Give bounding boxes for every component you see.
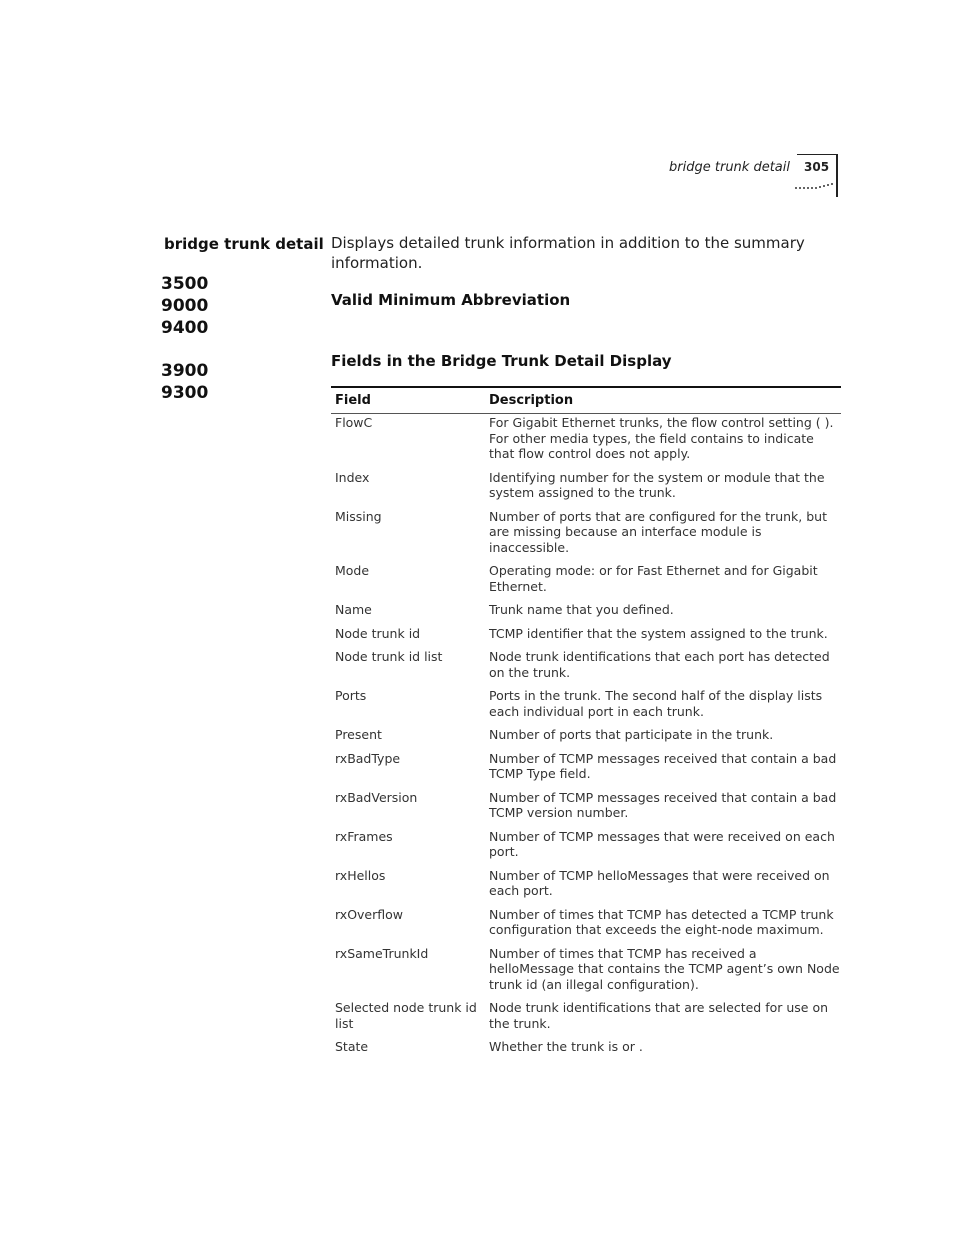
table-row: [331, 1039, 841, 1055]
fields-table: [331, 386, 841, 1063]
field-description-cell: Number of ports that are configured for the trunk, but are missing because an interface module is inaccessible.: [489, 508, 827, 555]
table-row: [331, 626, 841, 642]
table-row: [331, 649, 841, 680]
field-name-cell: rxOverflow: [335, 906, 404, 922]
field-name-cell: Node trunk id list: [335, 649, 443, 664]
table-header-row: [331, 388, 841, 414]
field-description-cell: Operating mode: or for Fast Ethernet and for Gigabit Ethernet.: [489, 563, 818, 594]
table-row: [331, 907, 841, 938]
field-description-cell: Number of TCMP messages received that contain a bad TCMP version number.: [489, 789, 837, 820]
command-description: Displays detailed trunk information in addition to the summary information.: [331, 234, 805, 272]
field-name-cell: Index: [335, 469, 370, 485]
field-name-cell: FlowC: [335, 415, 373, 430]
field-description-cell: TCMP identifier that the system assigned to the trunk.: [489, 625, 828, 641]
field-name-cell: rxSameTrunkId: [335, 945, 429, 961]
field-description-cell: Number of ports that participate in the trunk.: [489, 727, 774, 742]
table-row: [331, 509, 841, 556]
table-row: [331, 751, 841, 782]
field-description-cell: Trunk name that you defined.: [489, 602, 674, 617]
field-description-cell: Whether the trunk is or .: [489, 1039, 643, 1054]
page-dots-decoration: [794, 181, 836, 191]
platform-label: 9300: [161, 383, 209, 403]
platform-label: 9400: [161, 318, 209, 338]
field-description-cell: Number of TCMP helloMessages that were received on each port.: [489, 867, 830, 898]
field-name-cell: rxBadType: [335, 750, 401, 766]
field-name-cell: Selected node trunk id list: [335, 1000, 477, 1031]
field-name-cell: Node trunk id: [335, 625, 421, 641]
page-number: 305: [804, 160, 830, 174]
field-name-cell: rxBadVersion: [335, 789, 418, 805]
platform-label: 9000: [161, 296, 209, 316]
page-corner-rule: [836, 154, 838, 197]
field-description-cell: For Gigabit Ethernet trunks, the flow control setting ( ). For other media types, the field contains to indicate that flow control does not apply.: [489, 415, 834, 461]
field-description-cell: Ports in the trunk. The second half of the display lists each individual port in each trunk.: [489, 688, 823, 719]
platform-label: 3900: [161, 361, 209, 381]
command-name: bridge trunk detail: [164, 235, 324, 253]
fields-heading: Fields in the Bridge Trunk Detail Display: [331, 352, 672, 370]
field-description-cell: Number of times that TCMP has detected a TCMP trunk configuration that exceeds the eight-node maximum.: [489, 906, 834, 937]
field-description-cell: Node trunk identifications that are selected for use on the trunk.: [489, 1000, 829, 1031]
valid-abbreviation-heading: Valid Minimum Abbreviation: [331, 291, 571, 309]
table-row: [331, 946, 841, 993]
field-name-cell: Mode: [335, 563, 370, 578]
table-row: [331, 470, 841, 501]
table-body: [331, 414, 841, 1055]
table-row: [331, 602, 841, 618]
field-name-cell: rxFrames: [335, 828, 393, 844]
field-description-cell: Number of times that TCMP has received a helloMessage that contains the TCMP agent’s own Node trunk id (an illegal configuration).: [489, 945, 840, 992]
table-row: [331, 688, 841, 719]
field-description-cell: Node trunk identifications that each port has detected on the trunk.: [489, 649, 830, 680]
table-row: [331, 868, 841, 899]
table-row: [331, 1000, 841, 1031]
column-header-description: Description: [489, 393, 574, 408]
field-name-cell: Present: [335, 727, 382, 742]
table-row: [331, 563, 841, 594]
platform-label: 3500: [161, 274, 209, 294]
field-description-cell: Number of TCMP messages that were received on each port.: [489, 828, 835, 859]
column-header-field: Field: [335, 393, 371, 408]
platform-list: [161, 273, 208, 404]
field-name-cell: State: [335, 1039, 369, 1054]
field-name-cell: Missing: [335, 508, 382, 524]
field-name-cell: Ports: [335, 688, 367, 703]
field-name-cell: Name: [335, 602, 372, 617]
page-corner-rule-top: [797, 154, 837, 155]
field-description-cell: Number of TCMP messages received that contain a bad TCMP Type field.: [489, 750, 837, 781]
table-row: [331, 790, 841, 821]
table-row: [331, 727, 841, 743]
field-name-cell: rxHellos: [335, 867, 386, 883]
table-row: [331, 415, 841, 462]
table-row: [331, 829, 841, 860]
running-head-title: bridge trunk detail: [669, 160, 790, 175]
field-description-cell: Identifying number for the system or module that the system assigned to the trunk.: [489, 469, 825, 500]
